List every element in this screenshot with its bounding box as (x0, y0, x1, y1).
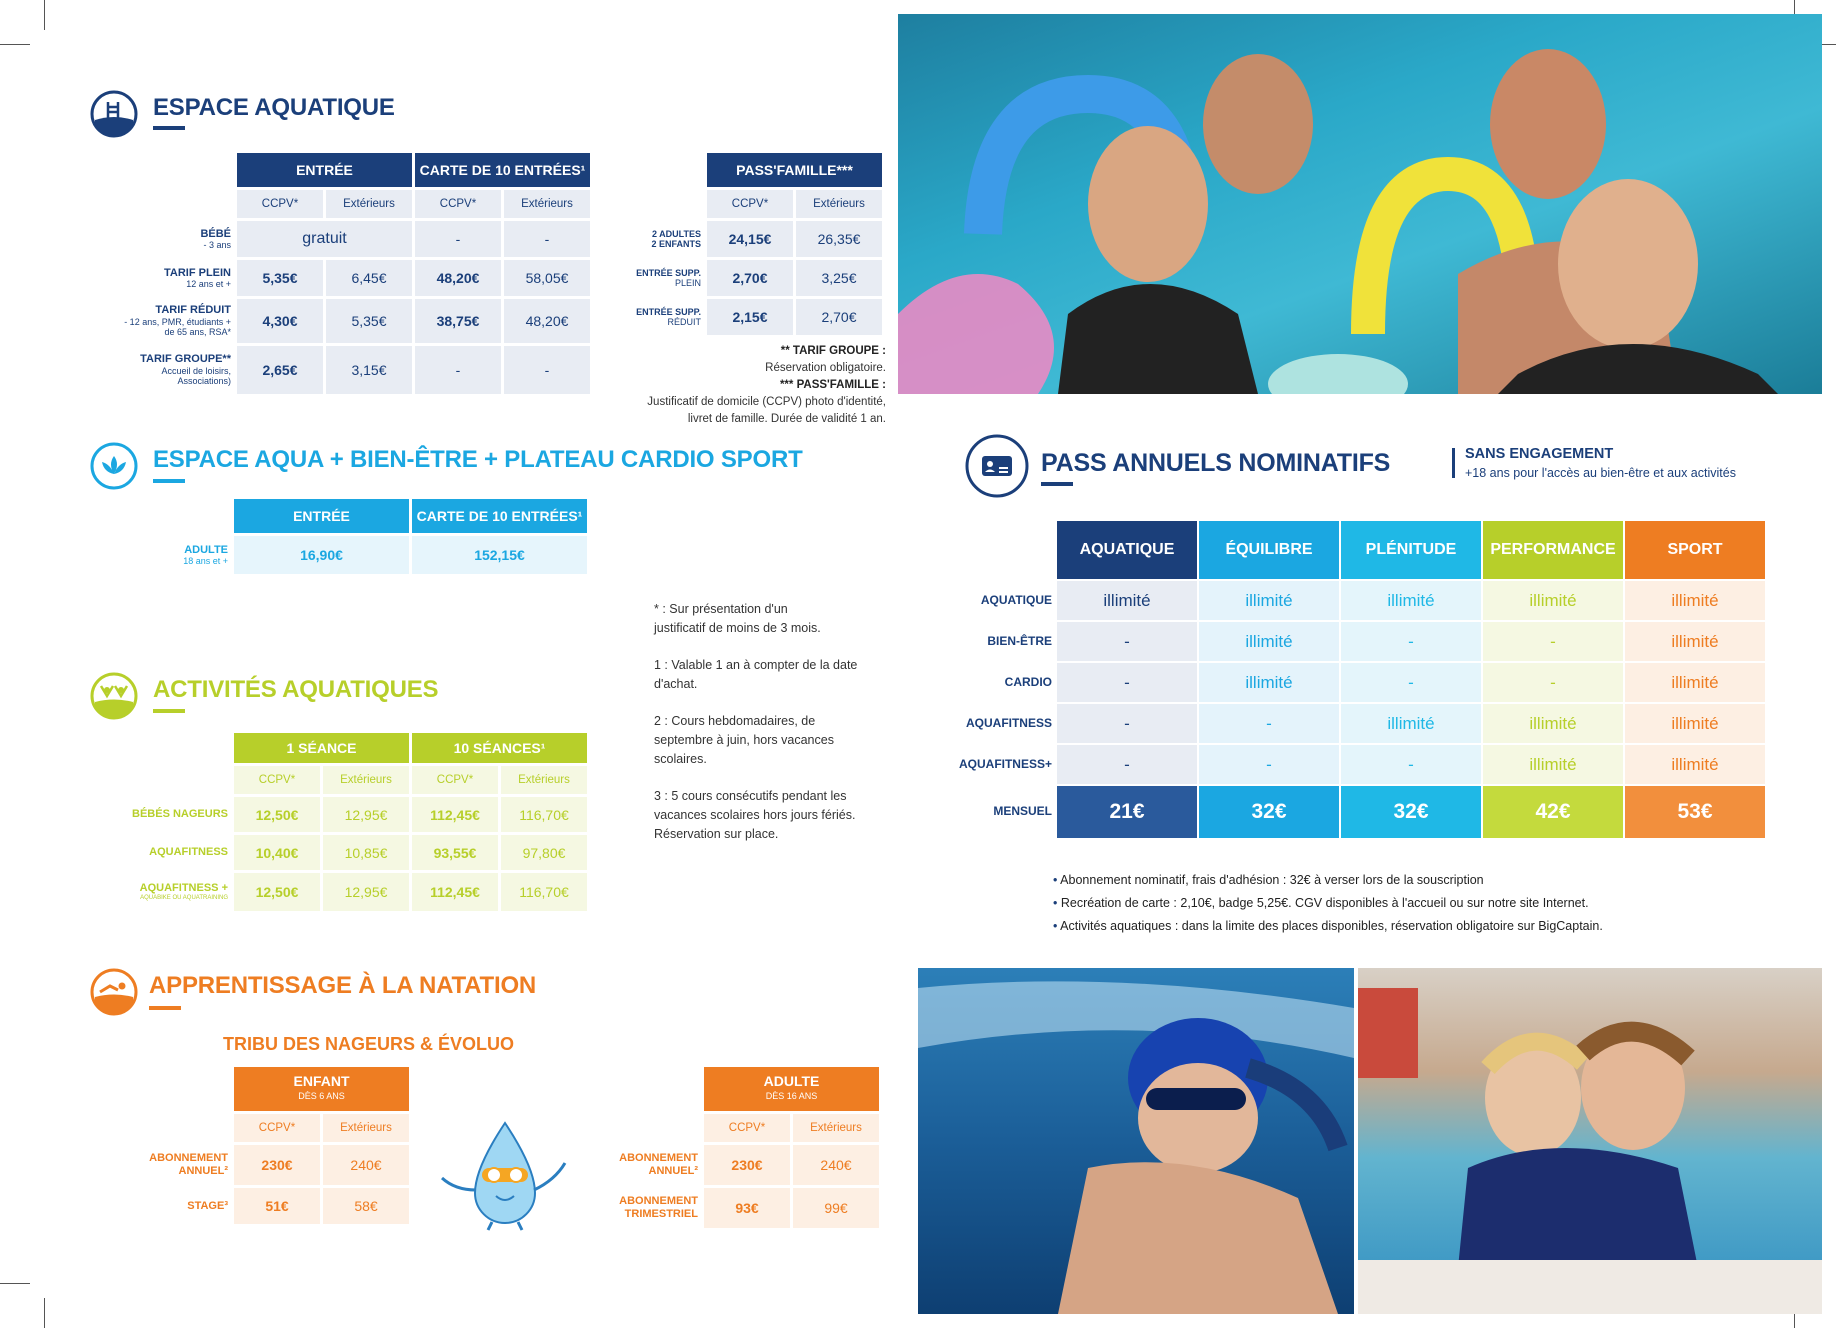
table-row (121, 1188, 409, 1224)
price-cell: 51€ (234, 1188, 320, 1224)
aquatique-price-table (118, 150, 593, 397)
row-label: ANNUEL² (648, 1165, 698, 1177)
bullet-text: Abonnement nominatif, frais d'adhésion : 32€ à verser lors de la souscription (1060, 873, 1484, 887)
price-cell: 99€ (793, 1188, 879, 1228)
table-row (621, 260, 882, 296)
note-title: *** PASS'FAMILLE : (779, 379, 886, 391)
price-cell: 112,45€ (412, 797, 498, 832)
pass-cell: illimité (1625, 704, 1765, 743)
row-label: ABONNEMENT (149, 1152, 228, 1165)
price-cell: - (415, 221, 501, 257)
activites-price-table (118, 730, 590, 914)
table-row (121, 221, 590, 257)
table-row (121, 260, 590, 296)
section-title-pass-annuels: PASS ANNUELS NOMINATIFS (1041, 449, 1391, 477)
price-cell: 6,45€ (326, 260, 412, 296)
crop-mark (44, 0, 45, 30)
subheader-cell: CCPV* (234, 766, 320, 794)
footnote-line: * : Sur présentation d'un (654, 602, 788, 616)
pass-cell: illimité (1483, 581, 1623, 620)
price-cell: 48,20€ (504, 299, 590, 343)
pass-cell: illimité (1341, 581, 1481, 620)
price-cell: 10,85€ (323, 835, 409, 870)
photo-mother-child (1358, 968, 1822, 1314)
subheader-cell: CCPV* (234, 1114, 320, 1142)
subheader-cell: Extérieurs (504, 190, 590, 218)
footnote-line: d'achat. (654, 677, 698, 691)
list-item: • Recréation de carte : 2,10€, badge 5,25€. CGV disponibles à l'accueil ou sur notre site Internet. (1053, 896, 1589, 910)
footnote-line: 1 : Valable 1 an à compter de la date (654, 658, 858, 672)
row-label: AQUAFITNESS+ (958, 756, 1052, 771)
footnote-line: 3 : 5 cours consécutifs pendant les (654, 789, 847, 803)
subheader-cell: Extérieurs (501, 766, 587, 794)
price-cell: 97,80€ (501, 835, 587, 870)
pass-cell: - (1483, 622, 1623, 661)
row-sublabel: PLEIN (674, 278, 701, 288)
price-cell: 10,40€ (234, 835, 320, 870)
price-cell: 12,50€ (234, 797, 320, 832)
subheader-cell: CCPV* (237, 190, 323, 218)
section-title-bien-etre: ESPACE AQUA + BIEN-ÊTRE + PLATEAU CARDIO SPORT (153, 446, 803, 473)
row-label: ANNUEL² (178, 1165, 228, 1177)
row-sublabel: 18 ans et + (183, 556, 228, 567)
col-header-enfant: ENFANT (293, 1073, 350, 1089)
subheader-cell: Extérieurs (326, 190, 412, 218)
subheader-cell: Extérieurs (796, 190, 882, 218)
price-cell: 16,90€ (234, 536, 409, 574)
pass-famille-notes (560, 343, 886, 428)
row-sublabel: - 12 ans, PMR, étudiants + de 65 ans, RSA* (124, 316, 231, 338)
pass-cell: - (1341, 745, 1481, 784)
col-header-10-seances: 10 SÉANCES¹ (412, 733, 587, 763)
table-row (121, 873, 587, 911)
photo-aquagym-group (898, 14, 1822, 394)
row-label: AQUAFITNESS (965, 715, 1052, 730)
row-sublabel: 12 ans et + (186, 279, 231, 290)
title-underline (153, 479, 185, 483)
table-row (940, 786, 1765, 838)
pass-cell: - (1483, 663, 1623, 702)
price-cell: 2,15€ (707, 299, 793, 335)
mensuel-price: 42€ (1483, 786, 1623, 838)
note-text: Réservation obligatoire. (765, 362, 886, 374)
table-row (621, 221, 882, 257)
pass-cell: illimité (1199, 581, 1339, 620)
title-underline (149, 1006, 181, 1010)
crop-mark (0, 44, 30, 45)
id-card-icon (965, 434, 1029, 498)
price-cell: 3,15€ (326, 346, 412, 394)
sans-engagement-title: SANS ENGAGEMENT (1465, 446, 1614, 462)
pass-col-sport: SPORT (1625, 521, 1765, 579)
photo-underwater-swimmer (918, 968, 1354, 1314)
price-cell: 230€ (234, 1145, 320, 1185)
pass-cell: illimité (1625, 745, 1765, 784)
row-label: BÉBÉS NAGEURS (132, 808, 228, 821)
price-cell: - (504, 221, 590, 257)
pass-cell: - (1057, 663, 1197, 702)
price-cell: 4,30€ (237, 299, 323, 343)
mensuel-price: 32€ (1199, 786, 1339, 838)
table-row (940, 622, 1765, 661)
note-title: ** TARIF GROUPE : (780, 345, 886, 357)
row-label: ABONNEMENT (619, 1195, 698, 1208)
price-cell: 116,70€ (501, 797, 587, 832)
table-row (591, 1145, 879, 1185)
price-cell: 240€ (793, 1145, 879, 1185)
table-row (121, 797, 587, 832)
row-label: BIEN-ÊTRE (987, 633, 1052, 648)
table-row (940, 663, 1765, 702)
section-title-natation: APPRENTISSAGE À LA NATATION (149, 972, 537, 999)
price-cell: 24,15€ (707, 221, 793, 257)
price-cell: 58€ (323, 1188, 409, 1224)
price-cell: 93€ (704, 1188, 790, 1228)
price-cell: 12,95€ (323, 873, 409, 911)
sans-engagement-bar (1452, 448, 1455, 478)
pass-col-plenitude: PLÉNITUDE (1341, 521, 1481, 579)
pass-cell: illimité (1199, 663, 1339, 702)
row-label: AQUAFITNESS (149, 846, 228, 859)
table-row (121, 346, 590, 394)
footnotes (654, 600, 894, 844)
pass-col-aquatique: AQUATIQUE (1057, 521, 1197, 579)
subtitle-tribu: TRIBU DES NAGEURS & ÉVOLUO (223, 1034, 515, 1054)
price-cell: 93,55€ (412, 835, 498, 870)
sans-engagement-text: +18 ans pour l'accès au bien-être et aux activités (1465, 466, 1736, 480)
row-label: TARIF RÉDUIT (155, 304, 231, 317)
footnote-line: justificatif de moins de 3 mois. (654, 621, 821, 635)
adulte-price-table (588, 1064, 882, 1231)
pass-cell: - (1341, 622, 1481, 661)
crop-mark (44, 1298, 45, 1328)
table-row (940, 704, 1765, 743)
pass-cell: illimité (1625, 663, 1765, 702)
footnote-line: vacances scolaires hors jours fériés. (654, 808, 856, 822)
subheader-cell: CCPV* (707, 190, 793, 218)
price-cell: 240€ (323, 1145, 409, 1185)
note-text: livret de famille. Durée de validité 1 an. (687, 413, 886, 425)
pool-ladder-icon (90, 90, 138, 138)
row-label: ABONNEMENT (619, 1152, 698, 1165)
price-cell: 112,45€ (412, 873, 498, 911)
row-label: ENTRÉE SUPP. (636, 306, 701, 317)
footnote-line: Réservation sur place. (654, 827, 779, 841)
subheader-cell: CCPV* (412, 766, 498, 794)
row-label: CARDIO (1004, 674, 1052, 689)
bullet-text: Recréation de carte : 2,10€, badge 5,25€. CGV disponibles à l'accueil ou sur notre site Internet. (1060, 896, 1589, 910)
col-header-enfant-age: DÈS 6 ANS (298, 1091, 345, 1101)
col-header-entree: ENTRÉE (234, 499, 409, 533)
price-cell: 2,70€ (707, 260, 793, 296)
pass-cell: illimité (1625, 622, 1765, 661)
mensuel-price: 32€ (1341, 786, 1481, 838)
price-cell: 5,35€ (237, 260, 323, 296)
row-label: AQUAFITNESS + (139, 882, 228, 895)
row-label: 2 ENFANTS (651, 239, 701, 249)
title-underline (153, 126, 185, 130)
list-item: • Abonnement nominatif, frais d'adhésion : 32€ à verser lors de la souscription (1053, 873, 1484, 887)
crop-mark (0, 1283, 30, 1284)
table-row (621, 299, 882, 335)
price-cell: gratuit (237, 221, 412, 257)
price-cell: 26,35€ (796, 221, 882, 257)
price-cell: 2,70€ (796, 299, 882, 335)
row-label: STAGE³ (187, 1199, 228, 1212)
price-cell: - (415, 346, 501, 394)
col-header-adulte: ADULTE (763, 1073, 820, 1089)
subheader-cell: CCPV* (415, 190, 501, 218)
pass-cell: - (1057, 704, 1197, 743)
row-sublabel: RÉDUIT (667, 317, 701, 327)
row-label: TRIMESTRIEL (624, 1208, 698, 1220)
pass-cell: - (1057, 622, 1197, 661)
table-row (121, 1145, 409, 1185)
row-sublabel: - 3 ans (203, 240, 231, 251)
table-row (121, 835, 587, 870)
col-header-1-seance: 1 SÉANCE (234, 733, 409, 763)
row-label: ENTRÉE SUPP. (636, 267, 701, 278)
pass-cell: - (1341, 663, 1481, 702)
price-cell: 2,65€ (237, 346, 323, 394)
pass-cell: illimité (1341, 704, 1481, 743)
row-label: BÉBÉ (200, 227, 231, 240)
subheader-cell: Extérieurs (793, 1114, 879, 1142)
pass-col-equilibre: ÉQUILIBRE (1199, 521, 1339, 579)
swimmer-icon (90, 968, 138, 1016)
price-cell: 116,70€ (501, 873, 587, 911)
enfant-price-table (118, 1064, 412, 1227)
row-label: AQUATIQUE (980, 592, 1052, 607)
col-header-entree: ENTRÉE (237, 153, 412, 187)
row-label-mensuel: MENSUEL (993, 804, 1052, 819)
pass-cell: illimité (1483, 704, 1623, 743)
price-cell: 3,25€ (796, 260, 882, 296)
pass-conditions-list (1053, 869, 1603, 938)
price-cell: 152,15€ (412, 536, 587, 574)
row-sublabel: Accueil de loisirs, Associations) (161, 365, 231, 387)
price-cell: 230€ (704, 1145, 790, 1185)
pass-famille-table (618, 150, 885, 338)
price-cell: 38,75€ (415, 299, 501, 343)
pass-cell: illimité (1483, 745, 1623, 784)
col-header-pass-famille: PASS'FAMILLE*** (707, 153, 882, 187)
pass-cell: illimité (1625, 581, 1765, 620)
note-text: Justificatif de domicile (CCPV) photo d'identité, (647, 396, 886, 408)
price-cell: 48,20€ (415, 260, 501, 296)
water-drop-mascot (430, 1118, 580, 1233)
lotus-icon (90, 442, 138, 490)
bien-etre-price-table (118, 496, 590, 577)
table-row (121, 299, 590, 343)
subheader-cell: Extérieurs (323, 766, 409, 794)
price-cell: 58,05€ (504, 260, 590, 296)
pass-cell: illimité (1057, 581, 1197, 620)
mensuel-price: 21€ (1057, 786, 1197, 838)
table-row (940, 581, 1765, 620)
pass-col-performance: PERFORMANCE (1483, 521, 1623, 579)
price-cell: 12,50€ (234, 873, 320, 911)
title-underline (1041, 482, 1073, 486)
footnote-line: septembre à juin, hors vacances (654, 733, 834, 747)
pass-cell: illimité (1199, 622, 1339, 661)
footnote-line: scolaires. (654, 752, 707, 766)
price-cell: 5,35€ (326, 299, 412, 343)
row-label: ADULTE (184, 543, 228, 556)
pass-annuels-table (938, 519, 1767, 840)
row-sublabel: AQUABIKE OU AQUATRAINING (140, 894, 228, 901)
row-label: TARIF PLEIN (163, 266, 231, 279)
bullet-text: Activités aquatiques : dans la limite des places disponibles, réservation obligatoire sur BigCaptain. (1060, 919, 1603, 933)
aquagym-people-icon (90, 672, 138, 720)
title-underline (153, 709, 185, 713)
table-row (591, 1188, 879, 1228)
subheader-cell: Extérieurs (323, 1114, 409, 1142)
price-cell: 12,95€ (323, 797, 409, 832)
row-label: TARIF GROUPE** (140, 353, 231, 366)
section-title-espace-aquatique: ESPACE AQUATIQUE (153, 94, 395, 121)
table-row (121, 536, 587, 574)
mensuel-price: 53€ (1625, 786, 1765, 838)
col-header-adulte-age: DÈS 16 ANS (765, 1091, 818, 1101)
row-label: 2 ADULTES (651, 228, 701, 239)
subheader-cell: CCPV* (704, 1114, 790, 1142)
pass-cell: - (1199, 704, 1339, 743)
pass-cell: - (1199, 745, 1339, 784)
col-header-carte: CARTE DE 10 ENTRÉES¹ (412, 499, 587, 533)
footnote-line: 2 : Cours hebdomadaires, de (654, 714, 816, 728)
price-cell: - (504, 346, 590, 394)
list-item: • Activités aquatiques : dans la limite des places disponibles, réservation obligatoire sur BigCaptain. (1053, 919, 1603, 933)
pass-cell: - (1057, 745, 1197, 784)
table-row (940, 745, 1765, 784)
col-header-carte: CARTE DE 10 ENTRÉES¹ (415, 153, 590, 187)
section-title-activites: ACTIVITÉS AQUATIQUES (153, 676, 439, 703)
